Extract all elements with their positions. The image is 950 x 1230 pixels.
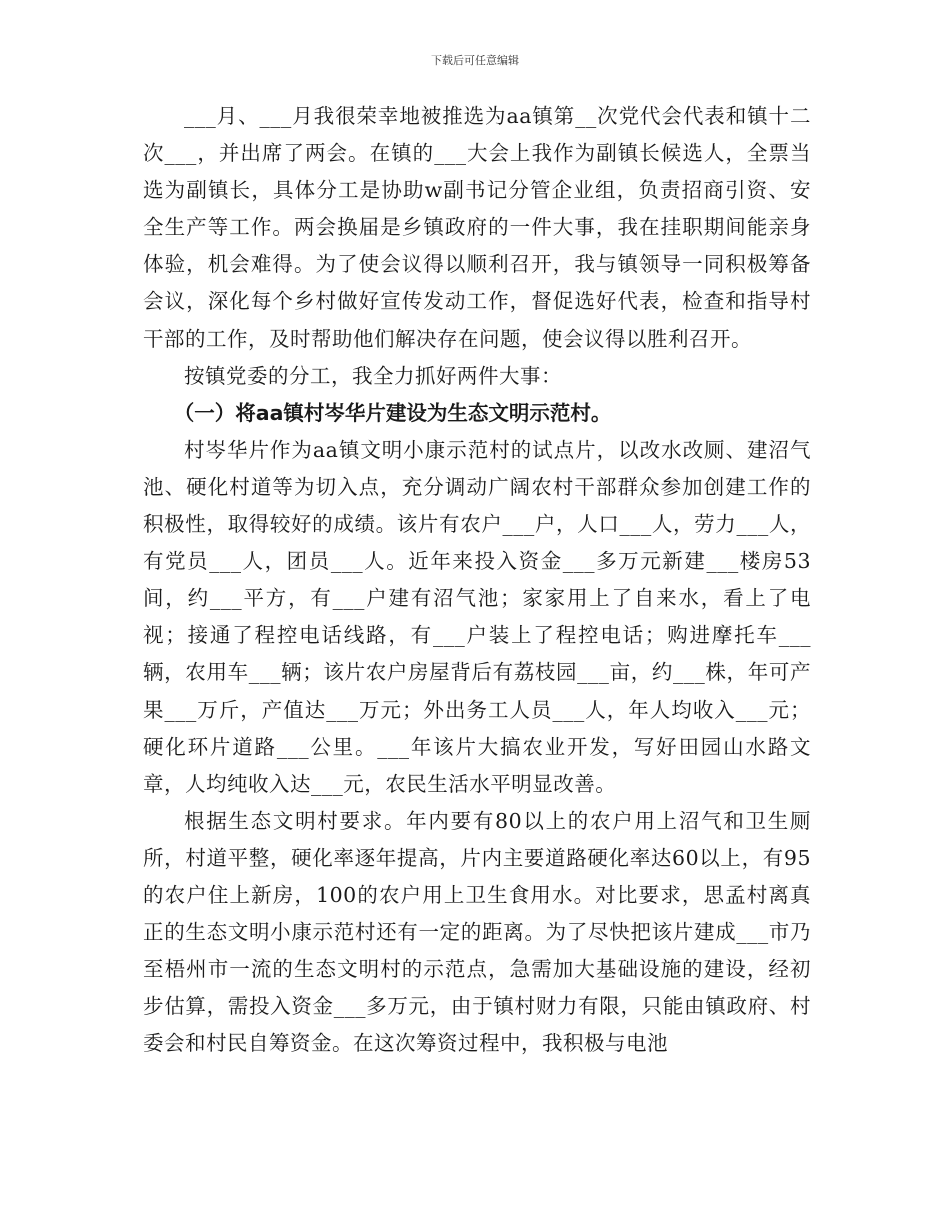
document-body <box>143 98 811 1062</box>
paragraph-tasks-intro: 按镇党委的分工，我全力抓好两件大事： <box>184 363 562 388</box>
section-heading: （一）将aa镇村岑华片建设为生态文明示范村。 <box>173 400 612 425</box>
paragraph-requirements: 根据生态文明村要求。年内要有80以上的农户用上沼气和卫生厕所，村道平整，硬化率逐年提高，片内主要道路硬化率达60以上，有95的农户住上新房，100的农户用上卫生食用水。对比要求，思孟村离真正的生态文明小康示范村还有一定的距离。为了尽快把该片建成___市乃至梧州市一流的生态文明村的示范点，急需加大基础设施的建设，经初步估算，需投入资金___多万元，由于镇村财力有限，只能由镇政府、村委会和村民自筹资金。在这次筹资过程中，我积极与电池 <box>143 808 811 1056</box>
paragraph-election: ___月、___月我很荣幸地被推选为aa镇第__次党代会代表和镇十二次___，并出席了两会。在镇的___大会上我作为副镇长候选人，全票当选为副镇长，具体分工是协助w副书记分管企业组，负责招商引资、安全生产等工作。两会换届是乡镇政府的一件大事，我在挂职期间能亲身体验，机会难得。为了使会议得以顺利召开，我与镇领导一同积极筹备会议，深化每个乡村做好宣传发动工作，督促选好代表，检查和指导村干部的工作，及时帮助他们解决存在问题，使会议得以胜利召开。 <box>143 104 811 351</box>
page-header: 下载后可任意编辑 <box>431 54 519 67</box>
paragraph-village-overview: 村岑华片作为aa镇文明小康示范村的试点片，以改水改厕、建沼气池、硬化村道等为切入点，充分调动广阔农村干部群众参加创建工作的积极性，取得较好的成绩。该片有农户___户，人口___人，劳力___人，有党员___人，团员___人。近年来投入资金___多万元新建___楼房53间，约___平方，有___户建有沼气池；家家用上了自来水，看上了电视；接通了程控电话线路，有___户装上了程控电话；购进摩托车___辆，农用车___辆；该片农户房屋背后有荔枝园___亩，约___株，年可产果___万斤，产值达___万元；外出务工人员___人，年人均收入___元；硬化环片道路___公里。___年该片大搞农业开发，写好田园山水路文章，人均纯收入达___元，农民生活水平明显改善。 <box>143 437 811 796</box>
